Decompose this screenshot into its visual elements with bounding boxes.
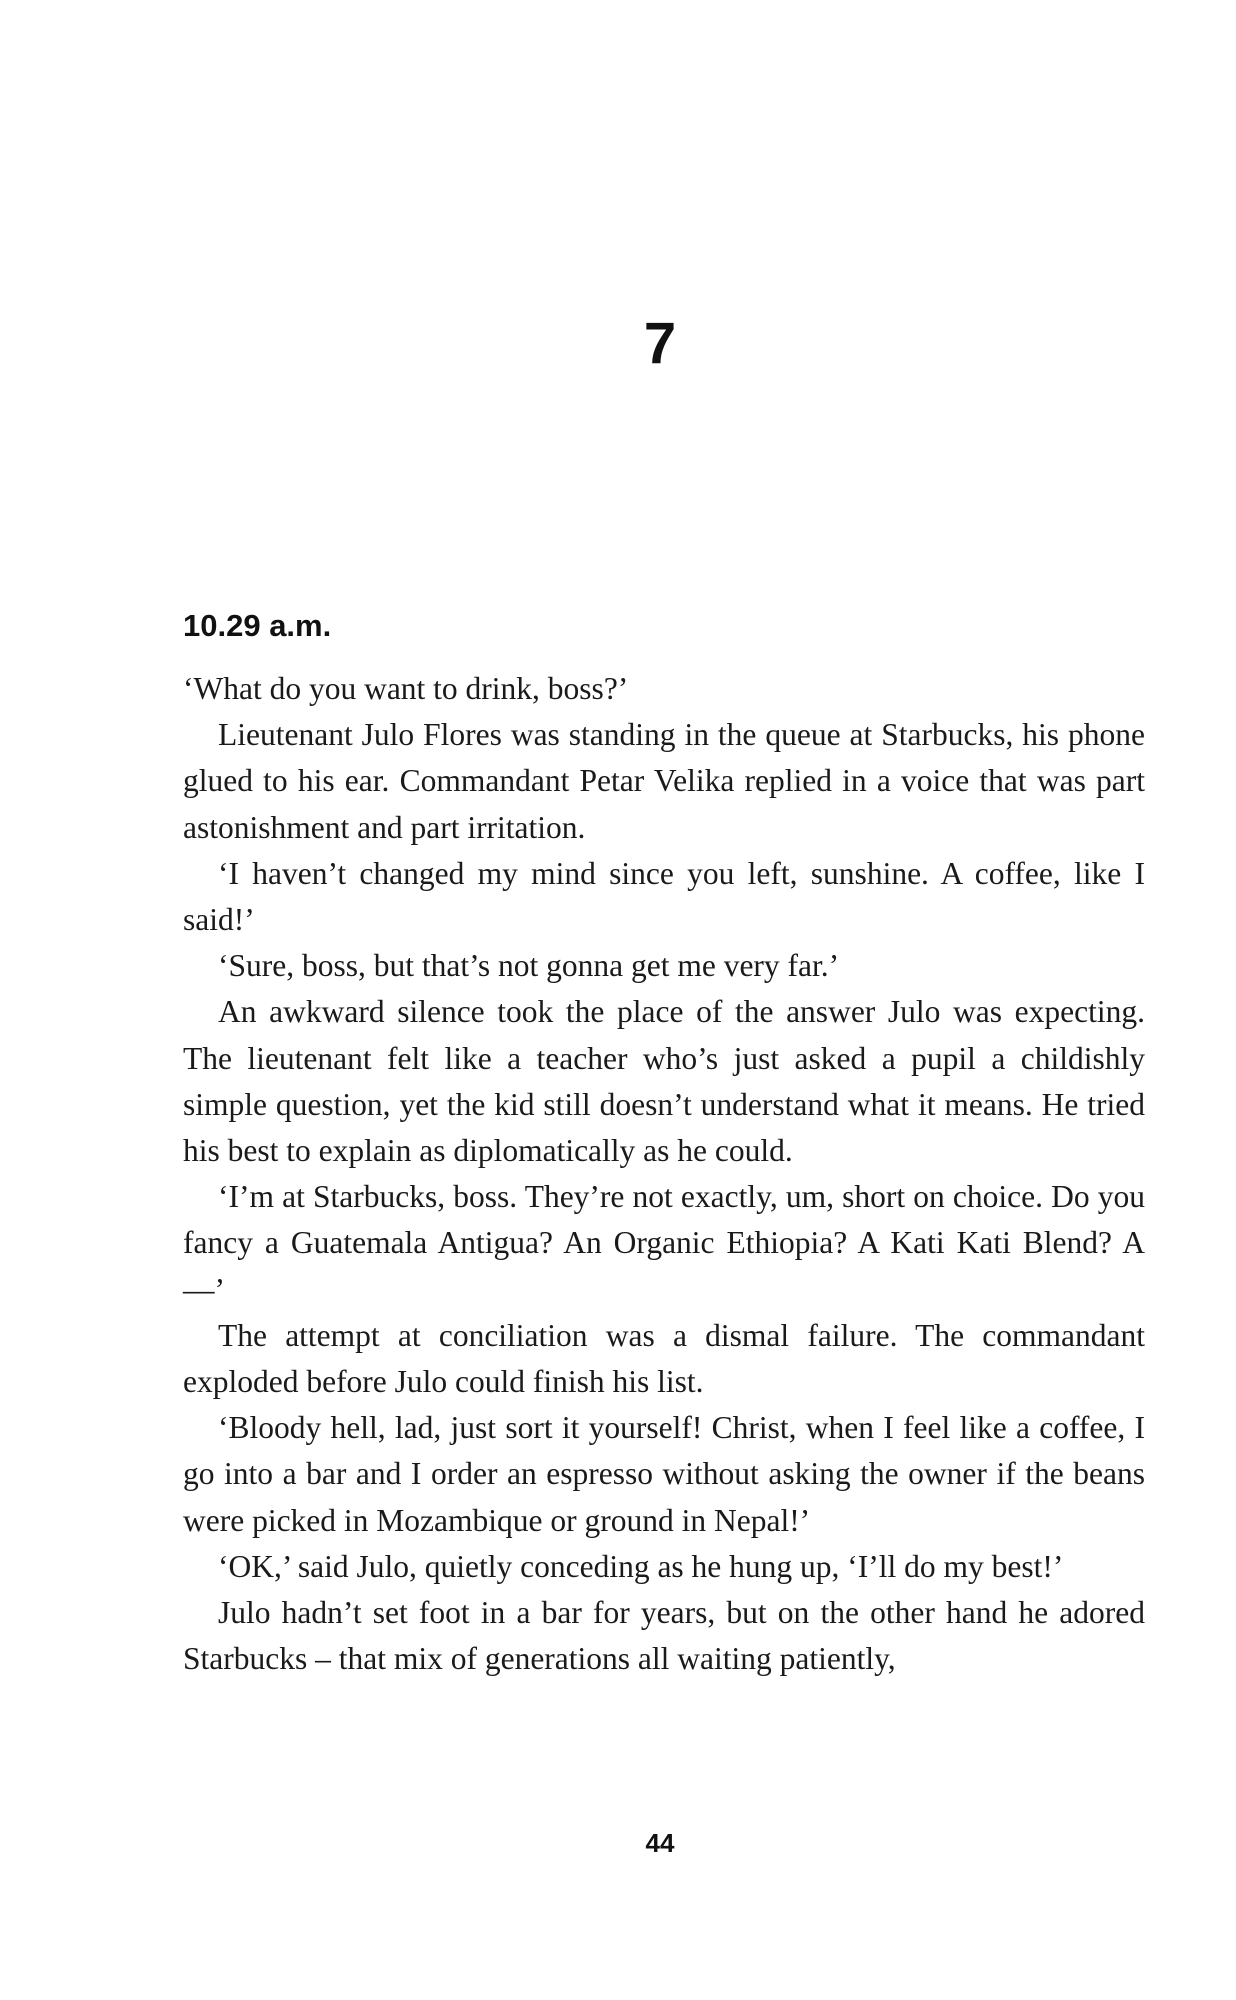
- body-text: [183, 666, 1145, 1682]
- section-time-heading: 10.29 a.m.: [183, 608, 332, 643]
- paragraph: ‘I’m at Starbucks, boss. They’re not exactly, um, short on choice. Do you fancy a Guatemala Antigua? An Organic Ethiopia? A Kati Kati Blend? A —’: [183, 1179, 1145, 1307]
- paragraph: ‘OK,’ said Julo, quietly conceding as he hung up, ‘I’ll do my best!’: [218, 1548, 1064, 1584]
- paragraph: An awkward silence took the place of the answer Julo was expecting. The lieutenant felt like a teacher who’s just asked a pupil a childishly simple question, yet the kid still doesn’t understand what it means. He tried his best to explain as diplomatically as he could.: [183, 994, 1145, 1169]
- page-number: 44: [645, 1828, 675, 1858]
- paragraph: ‘Bloody hell, lad, just sort it yourself! Christ, when I feel like a coffee, I go into a bar and I order an espresso without asking the owner if the beans were picked in Mozambique or ground in Nepal!’: [183, 1410, 1145, 1538]
- paragraph: ‘I haven’t changed my mind since you left, sunshine. A coffee, like I said!’: [183, 855, 1145, 938]
- paragraph: Lieutenant Julo Flores was standing in the queue at Starbucks, his phone glued to his ear. Commandant Petar Velika replied in a voice that was part astonishment and part irritation.: [183, 717, 1145, 845]
- paragraph: ‘What do you want to drink, boss?’: [183, 671, 629, 706]
- paragraph: Julo hadn’t set foot in a bar for years, but on the other hand he adored Starbucks – that mix of generations all waiting patiently,: [183, 1595, 1145, 1677]
- paragraph: The attempt at conciliation was a dismal failure. The commandant exploded before Julo could finish his list.: [183, 1317, 1145, 1400]
- paragraph: ‘Sure, boss, but that’s not gonna get me very far.’: [218, 948, 840, 984]
- chapter-number: 7: [643, 311, 677, 376]
